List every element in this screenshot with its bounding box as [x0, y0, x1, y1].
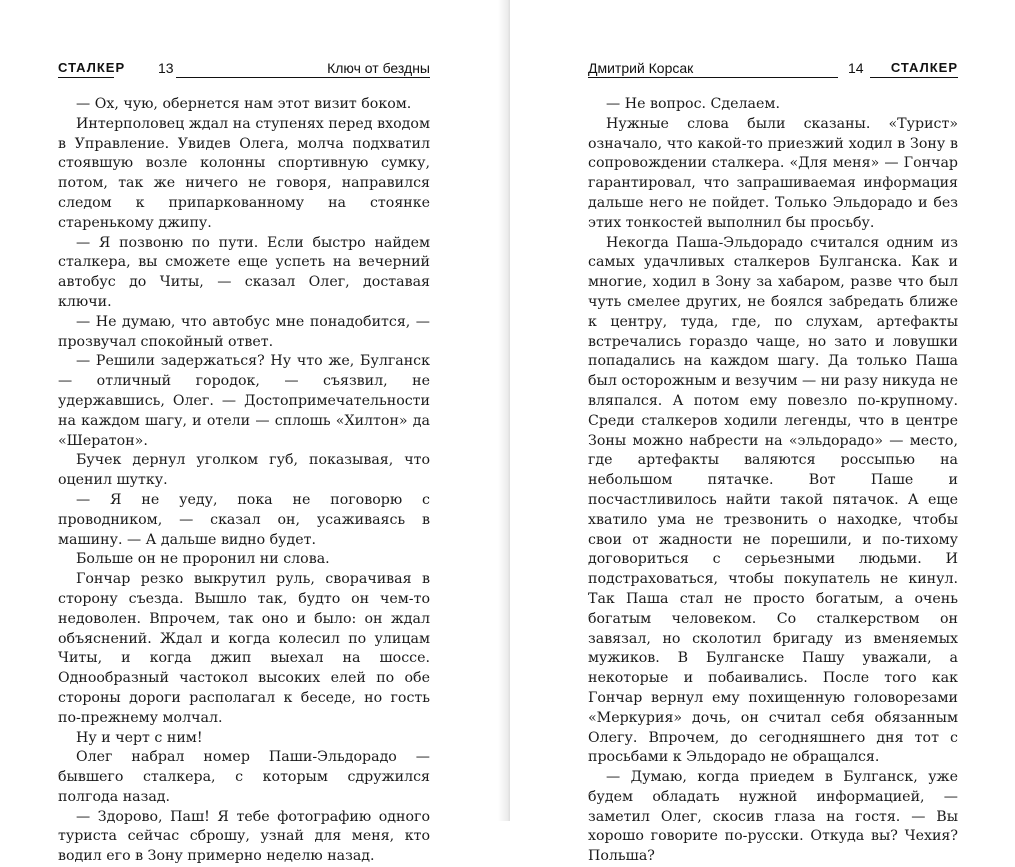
page-number: 14: [848, 60, 864, 76]
right-page-header: [588, 58, 958, 80]
paragraph: — Не вопрос. Сделаем.: [606, 96, 780, 112]
author-name: Дмитрий Корсак: [588, 60, 694, 76]
paragraph: — Ох, чую, обернется нам этот визит боком.: [76, 96, 412, 112]
header-rule: [58, 77, 114, 78]
paragraph: Ну и черт с ним!: [76, 729, 203, 746]
left-page-text: [58, 95, 430, 867]
paragraph: Интерполовец ждал на ступенях перед входом в Управление. Увидев Олега, молча подхватил стоявшую возле колонны спортивную сумку, потом, так же ничего не говоря, направился следом к припаркованному на стоянке старенькому джипу.: [58, 115, 430, 231]
paragraph: — Думаю, когда приедем в Булганск, уже будем обладать нужной информацией, — заметил Олег, скосив глаза на гостя. — Вы хорошо говорите по-русски. Откуда вы? Чехия? Польша?: [588, 769, 958, 865]
paragraph: Некогда Паша-Эльдорадо считался одним из самых удачливых сталкеров Булганска. Как и многие, ходил в Зону за хабаром, разве что был чуть смелее других, не боялся забредать ближе к центру, туда, где, по слухам, артефакты встречались гораздо чаще, но зато и ловушки попадались на каждом шагу. Да только Паша был осторожным и везучим — ни разу никуда не вляпался. А потом ему повезло по-крупному. Среди сталкеров ходили легенды, что в центре Зоны можно набрести на «эльдорадо» — место, где артефакты валяются россыпью на небольшом пятачке. Вот Паше и посчастливилось найти такой пятачок. А еще хватило ума не трезвонить о находке, чтобы свои от жадности не порешили, и по-тихому договориться с серьезными людьми. И подстраховаться, чтобы покупатель не кинул. Так Паша стал не просто богатым, а очень богатым человеком. Со сталкерством он завязал, но сколотил бригаду из вменяемых мужиков. В Булганске Пашу уважали, а некоторые и побаивались. После того как Гончар вернул ему похищенную головорезами «Меркурия» дочь, он считал себя обязанным Олегу. Впрочем, до сегодняшнего дня тот с просьбами к Эльдорадо не обращался.: [588, 234, 958, 766]
paragraph: — Здорово, Паш! Я тебе фотографию одного туриста сейчас сброшу, узнай для меня, кто водил его в Зону примерно неделю назад.: [58, 808, 430, 865]
header-rule: [870, 77, 958, 78]
right-page-text: [588, 95, 958, 867]
paragraph: — Решили задержаться? Ну что же, Булганск — отличный городок, — съязвил, не удержавшись, Олег. — Достопримечательности на каждом шагу, и отели — сплошь «Хилтон» да «Шератон».: [58, 353, 430, 449]
left-page: [0, 0, 506, 865]
paragraph: Бучек дернул уголком губ, показывая, что оценил шутку.: [58, 452, 430, 489]
paragraph: Нужные слова были сказаны. «Турист» означало, что какой-то приезжий ходил в Зону в сопровождении сталкера. «Для меня» — Гончар гарантировал, что запрашиваемая информация дальше него не пойдет. Только Эльдорадо и без этих тонкостей выполнил бы просьбу.: [588, 115, 958, 231]
header-rule: [588, 77, 838, 78]
running-title: Ключ от бездны: [327, 60, 430, 76]
paragraph: Олег набрал номер Паши-Эльдорадо — бывшего сталкера, с которым сдружился полгода назад.: [58, 749, 430, 805]
right-page: [510, 0, 1015, 865]
series-logo: СТАЛКЕР: [890, 60, 958, 75]
header-rule: [176, 77, 430, 78]
left-page-header: [58, 58, 430, 80]
paragraph: — Я не уеду, пока не поговорю с проводником, — сказал он, усаживаясь в машину. — А дальше видно будет.: [58, 491, 430, 548]
paragraph: Больше он не проронил ни слова.: [76, 551, 330, 568]
paragraph: — Не думаю, что автобус мне понадобится, — прозвучал спокойный ответ.: [58, 313, 430, 350]
series-logo: СТАЛКЕР: [58, 60, 126, 75]
page-number: 13: [158, 60, 174, 76]
paragraph: — Я позвоню по пути. Если быстро найдем сталкера, вы сможете еще успеть на вечерний автобус до Читы, — сказал Олег, доставая ключи.: [58, 234, 430, 310]
paragraph: Гончар резко выкрутил руль, сворачивая в сторону съезда. Вышло так, будто он чем-то недоволен. Впрочем, так оно и было: он ждал объяснений. Ждал и когда колесил по улицам Читы, и когда джип выехал на шоссе. Однообразный частокол высоких елей по обе стороны дороги располагал к беседе, но гость по-прежнему молчал.: [58, 571, 430, 726]
